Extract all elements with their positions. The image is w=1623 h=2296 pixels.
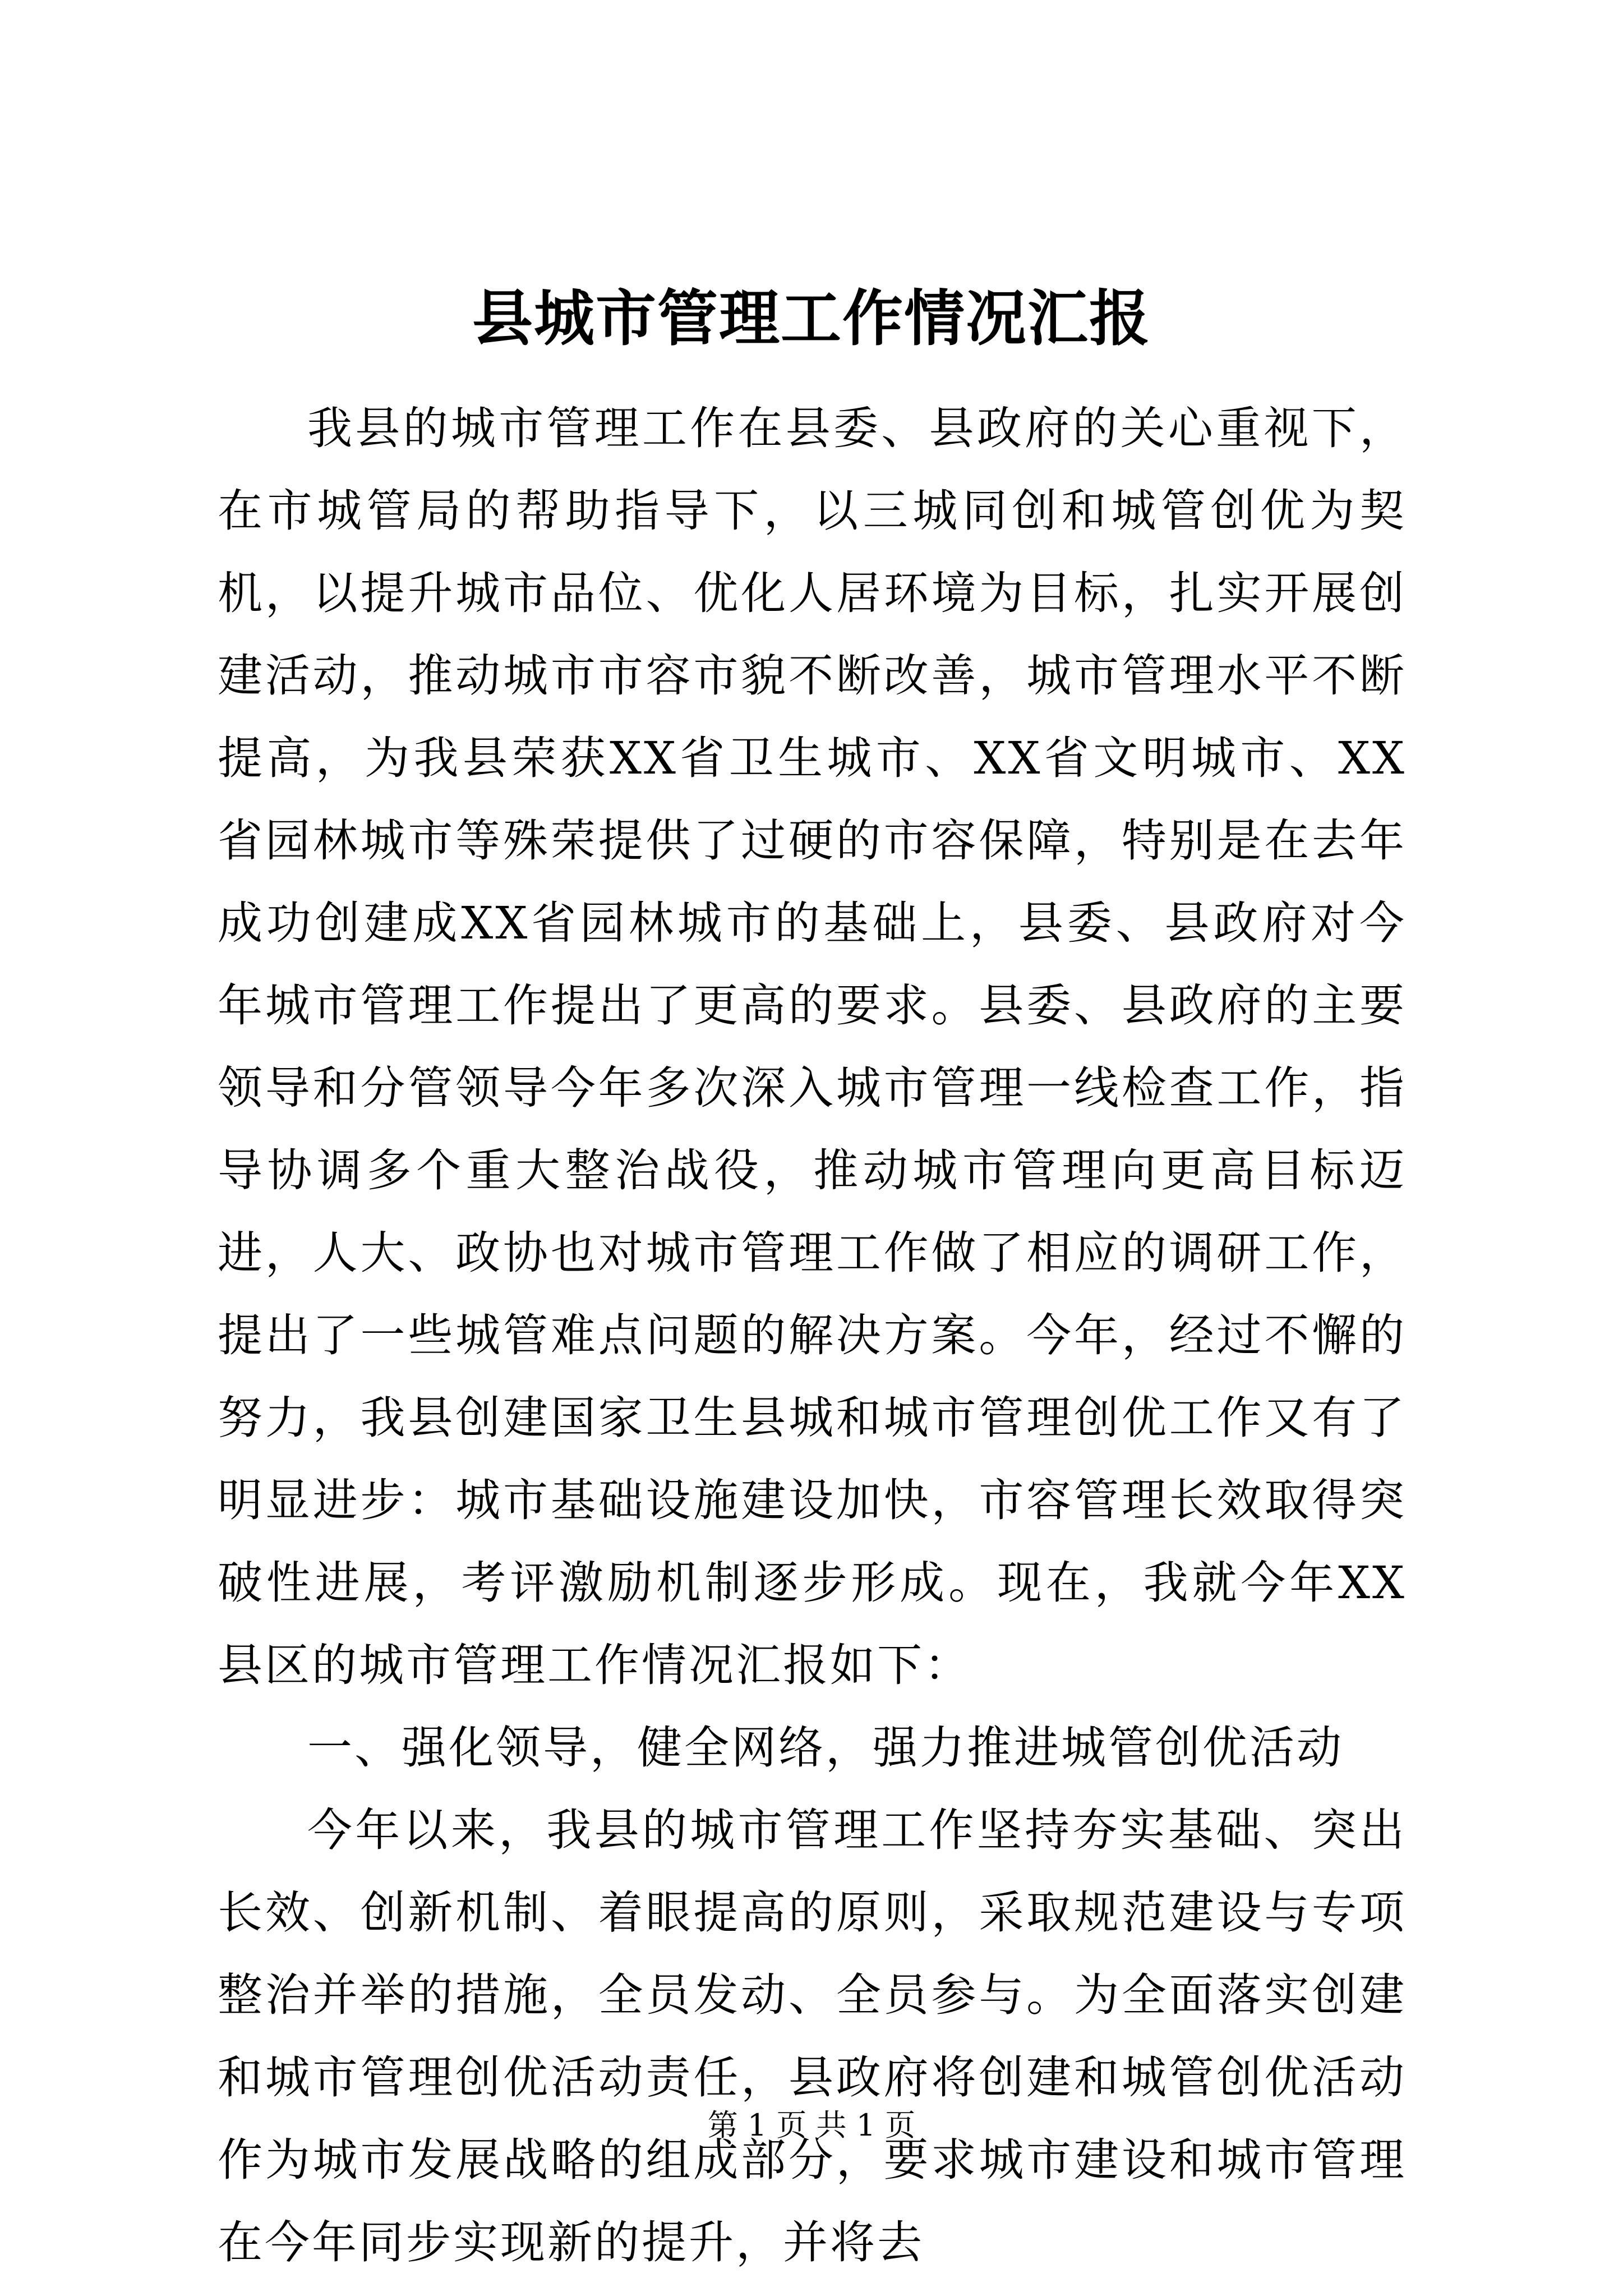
intro-paragraph: 我县的城市管理工作在县委、县政府的关心重视下，在市城管局的帮助指导下，以三城同创和城管创优为契机，以提升城市品位、优化人居环境为目标，扎实开展创建活动，推动城市市容市貌不断改善，城市管理水平不断提高，为我县荣获XX省卫生城市、XX省文明城市、XX省园林城市等殊荣提供了过硬的市容保障，特别是在去年成功创建成XX省园林城市的基础上，县委、县政府对今年城市管理工作提出了更高的要求。县委、县政府的主要领导和分管领导今年多次深入城市管理一线检查工作，指导协调多个重大整治战役，推动城市管理向更高目标迈进，人大、政协也对城市管理工作做了相应的调研工作，提出了一些城管难点问题的解决方案。今年，经过不懈的努力，我县创建国家卫生县城和城市管理创优工作又有了明显进步：城市基础设施建设加快，市容管理长效取得突破性进展，考评激励机制逐步形成。现在，我就今年XX县区的城市管理工作情况汇报如下： <box>218 402 1407 1691</box>
document-title: 县城市管理工作情况汇报 <box>472 283 1151 354</box>
section-heading: 一、强化领导，健全网络，强力推进城管创优活动 <box>307 1722 1344 1774</box>
document-body <box>218 387 1407 2284</box>
page-footer: 第 1 页 共 1 页 <box>707 2108 916 2143</box>
section-paragraph: 今年以来，我县的城市管理工作坚持夯实基础、突出长效、创新机制、着眼提高的原则，采取规范建设与专项整治并举的措施，全员发动、全员参与。为全面落实创建和城市管理创优活动责任，县政府将创建和城管创优活动作为城市发展战略的组成部分，要求城市建设和城市管理在今年同步实现新的提升，并将去 <box>218 1804 1407 2269</box>
